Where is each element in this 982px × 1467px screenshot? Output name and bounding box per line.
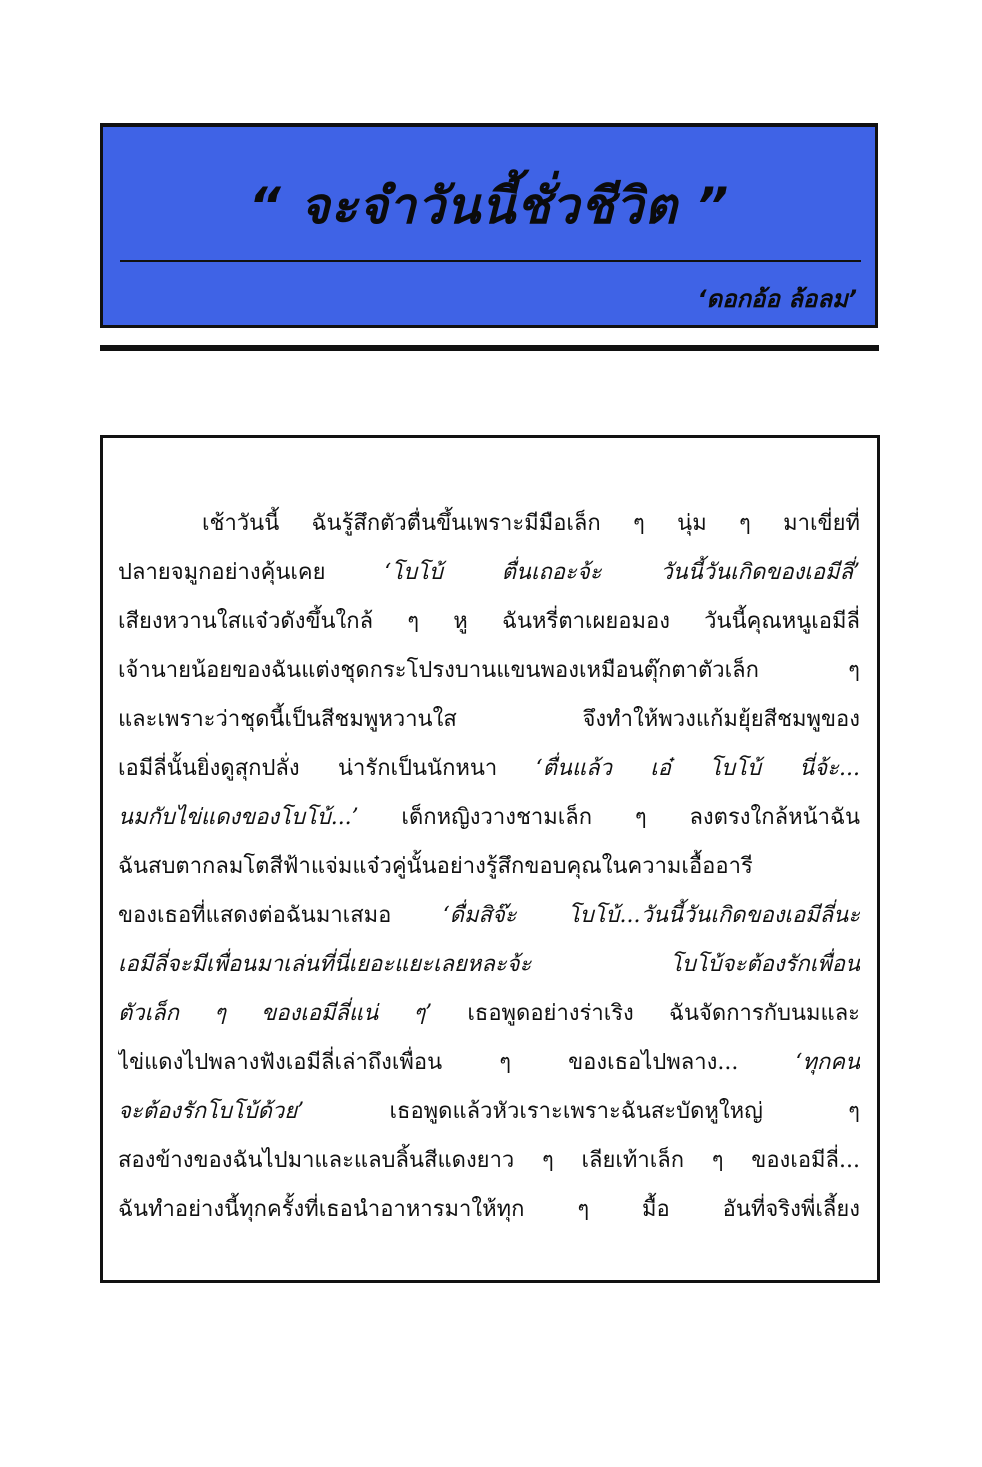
story-line xyxy=(118,548,860,597)
dialogue-segment: ‘ทุกคน xyxy=(795,1050,860,1075)
story-line xyxy=(118,646,860,695)
story-line xyxy=(118,744,860,793)
story-box xyxy=(100,435,880,1283)
dialogue-segment: ‘ดื่มสิจ๊ะ โบโบ้...วันนี้วันเกิดของเอมีลี่นะ xyxy=(442,903,860,928)
narration-segment: ปลายจมูกอย่างคุ้นเคย xyxy=(118,560,385,585)
dialogue-segment: นมกับไข่แดงของโบโบ้...’ xyxy=(118,805,359,830)
narration-segment: ฉันทำอย่างนี้ทุกครั้งที่เธอนำอาหารมาให้ทุก ๆ มื้อ อันที่จริงพี่เลี้ยง xyxy=(118,1197,860,1222)
page-title: “ จะจำวันนี้ชั่วชีวิต ” xyxy=(248,177,730,235)
narration-segment: เสียงหวานใสแจ๋วดังขึ้นใกล้ ๆ หู ฉันหรี่ตาเผยอมอง วันนี้คุณหนูเอมีลี่ xyxy=(118,609,860,634)
story-line xyxy=(118,1087,860,1136)
story-line xyxy=(118,695,860,744)
dialogue-segment: ‘โบโบ้ ตื่นเถอะจ้ะ วันนี้วันเกิดของเอมีลี่’ xyxy=(384,560,860,585)
narration-segment: เธอพูดแล้วหัวเราะเพราะฉันสะบัดหูใหญ่ ๆ xyxy=(304,1099,860,1124)
dialogue-segment: ‘ตื่นแล้ว เอ๋ โบโบ้ นี่จ้ะ... xyxy=(535,756,860,781)
story-line xyxy=(118,597,860,646)
narration-segment: ฉันสบตากลมโตสีฟ้าแจ่มแจ๋วคู่นั้นอย่างรู้สึกขอบคุณในความเอื้ออารี xyxy=(118,854,753,879)
author-name: ‘ดอกอ้อ ล้อลม’ xyxy=(697,285,857,313)
story-line xyxy=(118,940,860,989)
dialogue-segment: ตัวเล็ก ๆ ของเอมีลี่แน่ ๆ’ xyxy=(118,1001,433,1026)
title-banner xyxy=(100,123,878,328)
narration-segment: เช้าวันนี้ ฉันรู้สึกตัวตื่นขึ้นเพราะมีมือเล็ก ๆ นุ่ม ๆ มาเขี่ยที่ xyxy=(202,511,860,536)
narration-segment: สองข้างของฉันไปมาและแลบลิ้นสีแดงยาว ๆ เลียเท้าเล็ก ๆ ของเอมีลี่... xyxy=(118,1148,860,1173)
narration-segment: เอมีลี่นั้นยิ่งดูสุกปลั่ง น่ารักเป็นนักหนา xyxy=(118,756,536,781)
story-text xyxy=(118,499,860,1234)
dialogue-segment: เอมีลี่จะมีเพื่อนมาเล่นที่นี่เยอะแยะเลยหละจ้ะ โบโบ้จะต้องรักเพื่อน xyxy=(118,952,860,977)
story-line xyxy=(118,1136,860,1185)
story-line xyxy=(118,842,860,891)
story-line xyxy=(118,1185,860,1234)
dialogue-segment: จะต้องรักโบโบ้ด้วย’ xyxy=(118,1099,305,1124)
narration-segment: เธอพูดอย่างร่าเริง ฉันจัดการกับนมและ xyxy=(432,1001,860,1026)
narration-segment: ไข่แดงไปพลางฟังเอมีลี่เล่าถึงเพื่อน ๆ ของเธอไปพลาง... xyxy=(118,1050,796,1075)
narration-segment: เด็กหญิงวางชามเล็ก ๆ ลงตรงใกล้หน้าฉัน xyxy=(358,805,860,830)
narration-segment: และเพราะว่าชุดนี้เป็นสีชมพูหวานใส จึงทำให้พวงแก้มยุ้ยสีชมพูของ xyxy=(118,707,860,732)
story-line xyxy=(118,989,860,1038)
story-line xyxy=(118,891,860,940)
header-bottom-rule xyxy=(100,345,879,351)
narration-segment: ของเธอที่แสดงต่อฉันมาเสมอ xyxy=(118,903,443,928)
title-divider xyxy=(120,260,861,262)
story-line xyxy=(118,499,860,548)
narration-segment: เจ้านายน้อยของฉันแต่งชุดกระโปรงบานแขนพองเหมือนตุ๊กตาตัวเล็ก ๆ xyxy=(118,658,860,683)
story-line xyxy=(118,1038,860,1087)
story-line xyxy=(118,793,860,842)
